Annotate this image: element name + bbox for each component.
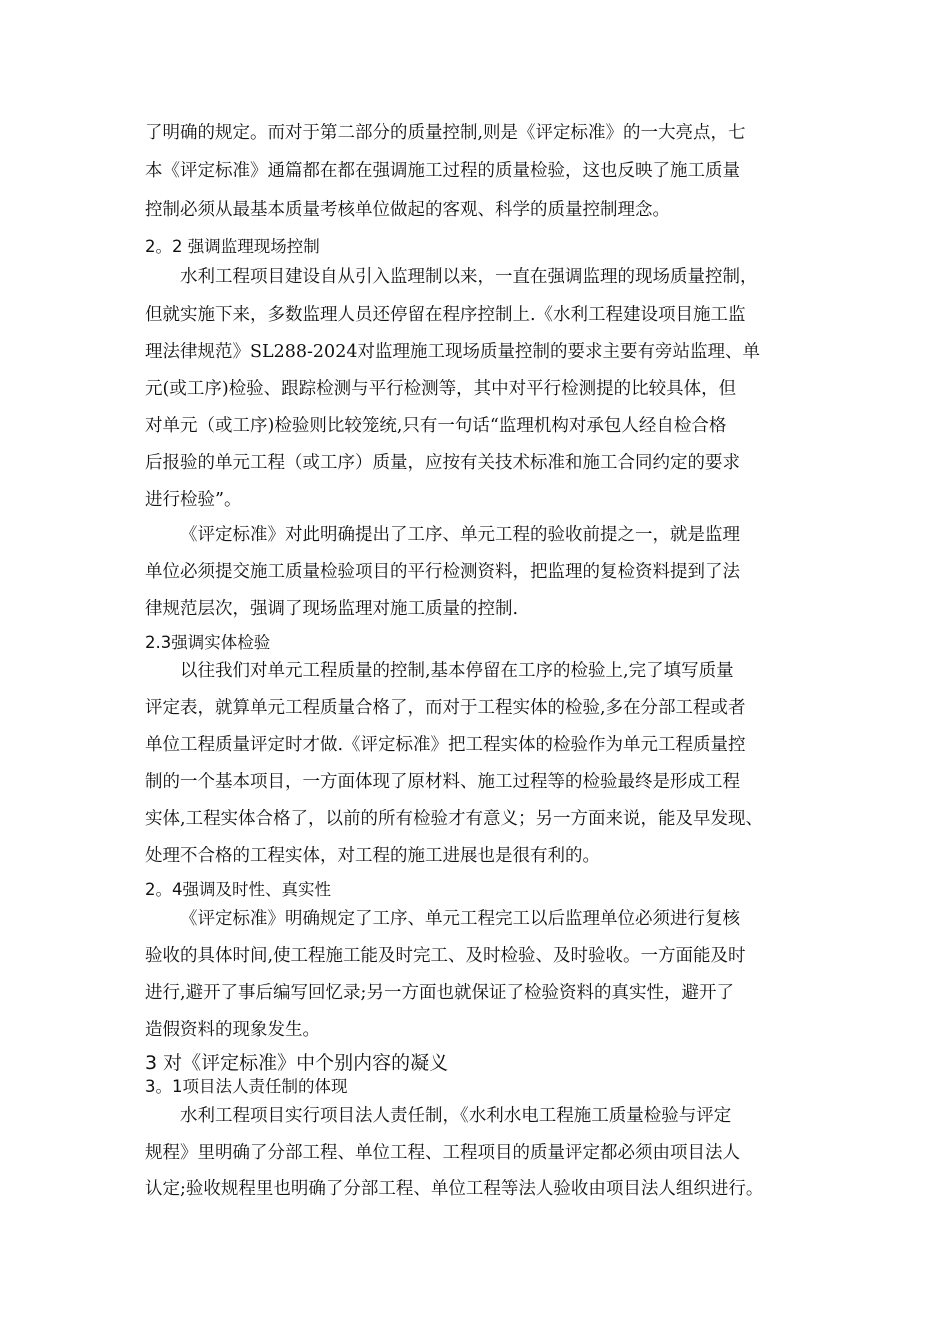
- paragraph-line: 水利工程项目建设自从引入监理制以来，一直在强调监理的现场质量控制，: [180, 267, 758, 287]
- paragraph-line: 进行检验”。: [145, 490, 242, 510]
- paragraph-line: 评定表，就算单元工程质量合格了，而对于工程实体的检验,多在分部工程或者: [145, 698, 746, 718]
- paragraph-line: 以往我们对单元工程质量的控制,基本停留在工序的检验上,完了填写质量: [180, 661, 734, 681]
- paragraph-line: 制的一个基本项目，一方面体现了原材料、施工过程等的检验最终是形成工程: [145, 772, 740, 792]
- section-heading-3: 3 对《评定标准》中个别内容的凝义: [145, 1052, 449, 1074]
- section-heading-2-2: 2。2 强调监理现场控制: [145, 237, 320, 256]
- paragraph-line: 后报验的单元工程（或工序）质量，应按有关技术标准和施工合同约定的要求: [145, 453, 740, 473]
- paragraph-line: 验收的具体时间,使工程施工能及时完工、及时检验、及时验收。一方面能及时: [145, 946, 746, 966]
- paragraph-line: 控制必须从最基本质量考核单位做起的客观、科学的质量控制理念。: [145, 200, 670, 220]
- paragraph-line: 了明确的规定。而对于第二部分的质量控制,则是《评定标准》的一大亮点，七: [145, 123, 746, 143]
- paragraph-line: 律规范层次，强调了现场监理对施工质量的控制.: [145, 599, 519, 619]
- section-heading-2-4: 2。4强调及时性、真实性: [145, 880, 331, 899]
- paragraph-line: 处理不合格的工程实体，对工程的施工进展也是很有利的。: [145, 846, 600, 866]
- paragraph-line: 水利工程项目实行项目法人责任制，《水利水电工程施工质量检验与评定: [180, 1106, 732, 1126]
- paragraph-line: 单位工程质量评定时才做.《评定标准》把工程实体的检验作为单元工程质量控: [145, 735, 746, 755]
- paragraph-line: 本《评定标准》通篇都在都在强调施工过程的质量检验，这也反映了施工质量: [145, 161, 740, 181]
- paragraph-line: 元(或工序)检验、跟踪检测与平行检测等，其中对平行检测提的比较具体，但: [145, 379, 737, 399]
- paragraph-line: 对单元（或工序)检验则比较笼统,只有一句话“监理机构对承包人经自检合格: [145, 416, 727, 436]
- section-heading-2-3: 2.3强调实体检验: [145, 633, 271, 652]
- paragraph-line: 但就实施下来，多数监理人员还停留在程序控制上.《水利工程建设项目施工监: [145, 305, 746, 325]
- paragraph-line: 造假资料的现象发生。: [145, 1020, 320, 1040]
- section-heading-3-1: 3。1项目法人责任制的体现: [145, 1077, 348, 1096]
- paragraph-line: 单位必须提交施工质量检验项目的平行检测资料，把监理的复检资料提到了法: [145, 562, 740, 582]
- paragraph-line: 进行,避开了事后编写回忆录;另一方面也就保证了检验资料的真实性，避开了: [145, 983, 734, 1003]
- paragraph-line: 实体,工程实体合格了，以前的所有检验才有意义；另一方面来说，能及早发现、: [145, 809, 764, 829]
- paragraph-line: 理法律规范》SL288-2024对监理施工现场质量控制的要求主要有旁站监理、单: [145, 342, 760, 362]
- paragraph-line: 《评定标准》对此明确提出了工序、单元工程的验收前提之一，就是监理: [180, 525, 740, 545]
- paragraph-line: 认定;验收规程里也明确了分部工程、单位工程等法人验收由项目法人组织进行。: [145, 1179, 764, 1199]
- paragraph-line: 《评定标准》明确规定了工序、单元工程完工以后监理单位必须进行复核: [180, 909, 740, 929]
- paragraph-line: 规程》里明确了分部工程、单位工程、工程项目的质量评定都必须由项目法人: [145, 1143, 740, 1163]
